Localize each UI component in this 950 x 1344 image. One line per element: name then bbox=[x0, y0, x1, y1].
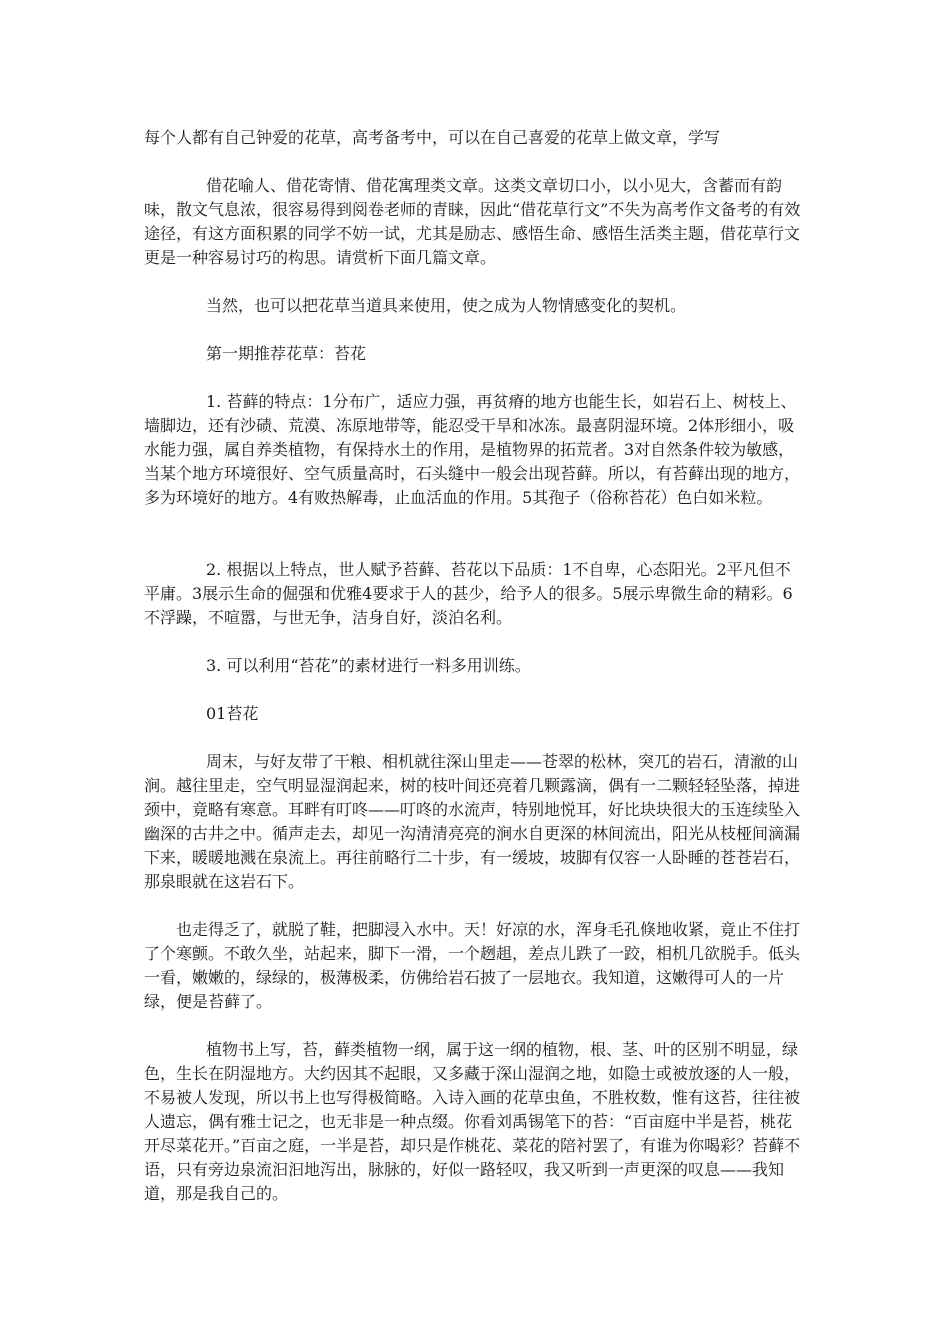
essay-title: 01苔花 bbox=[206, 704, 259, 723]
point-2-paragraph: 2. 根据以上特点，世人赋予苔藓、苔花以下品质：1不自卑，心态阳光。2平凡但不平庸。3展示生命的倔强和优雅4要求于人的甚少，给予人的很多。5展示卑微生命的精彩。6不浮躁，不喧嚣，与世无争，洁身自好，淡泊名利。 bbox=[144, 560, 793, 627]
issue-title: 第一期推荐花草：苔花 bbox=[206, 344, 367, 363]
method-paragraph: 借花喻人、借花寄情、借花寓理类文章。这类文章切口小，以小见大，含蓄而有韵味，散文气息浓，很容易得到阅卷老师的青睐，因此“借花草行文”不失为高考作文备考的有效途径，有这方面积累的同学不妨一试，尤其是励志、感悟生命、感悟生活类主题，借花草行文更是一种容易讨巧的构思。请赏析下面几篇文章。 bbox=[144, 176, 801, 267]
props-paragraph: 当然，也可以把花草当道具来使用，使之成为人物情感变化的契机。 bbox=[206, 296, 687, 315]
intro-line: 每个人都有自己钟爱的花草，高考备考中，可以在自己喜爱的花草上做文章，学写 bbox=[144, 128, 721, 147]
essay-paragraph-2: 也走得乏了，就脱了鞋，把脚浸入水中。天！好凉的水，浑身毛孔倏地收紧，竟止不住打了个寒颤。不敢久坐，站起来，脚下一滑，一个趔趄，差点儿跌了一跤，相机几欲脱手。低头一看，嫩嫩的，绿绿的，极薄极柔，仿佛给岩石披了一层地衣。我知道，这嫩得可人的一片绿，便是苔藓了。 bbox=[144, 920, 801, 1011]
essay-paragraph-1: 周末，与好友带了干粮、相机就往深山里走——苍翠的松林，突兀的岩石，清澈的山涧。越往里走，空气明显湿润起来，树的枝叶间还亮着几颗露滴，偶有一二颗轻轻坠落，掉进颈中，竟略有寒意。耳畔有叮咚——叮咚的水流声，特别地悦耳，好比块块很大的玉连续坠入幽深的古井之中。循声走去，却见一沟清清亮亮的涧水自更深的林间流出，阳光从枝桠间滴漏下来，暖暖地溅在泉流上。再往前略行二十步，有一缓坡，坡脚有仅容一人卧睡的苍苍岩石，那泉眼就在这岩石下。 bbox=[144, 752, 801, 891]
point-3-paragraph: 3. 可以利用“苔花”的素材进行一料多用训练。 bbox=[206, 656, 531, 675]
point-1-paragraph: 1. 苔藓的特点：1分布广，适应力强，再贫瘠的地方也能生长，如岩石上、树枝上、墙脚边，还有沙碛、荒漠、冻原地带等，能忍受干旱和冰冻。最喜阴湿环境。2体形细小，吸水能力强，属自养类植物，有保持水土的作用，是植物界的拓荒者。3对自然条件较为敏感，当某个地方环境很好、空气质量高时，石头缝中一般会出现苔藓。所以，有苔藓出现的地方，多为环境好的地方。4有败热解毒，止血活血的作用。5其孢子（俗称苔花）色白如米粒。 bbox=[144, 392, 801, 507]
essay-paragraph-3: 植物书上写，苔，藓类植物一纲，属于这一纲的植物，根、茎、叶的区别不明显，绿色，生长在阴湿地方。大约因其不起眼，又多藏于深山湿润之地，如隐士或被放逐的人一般，不易被人发现，所以书上也写得极简略。入诗入画的花草虫鱼，不胜枚数，惟有这苔，往往被人遗忘，偶有雅士记之，也无非是一种点缀。你看刘禹锡笔下的苔：“百亩庭中半是苔，桃花开尽菜花开。”百亩之庭，一半是苔，却只是作桃花、菜花的陪衬罢了，有谁为你喝彩？苔藓不语，只有旁边泉流汩汩地泻出，脉脉的，好似一路轻叹，我又听到一声更深的叹息——我知道，那是我自己的。 bbox=[144, 1040, 801, 1203]
